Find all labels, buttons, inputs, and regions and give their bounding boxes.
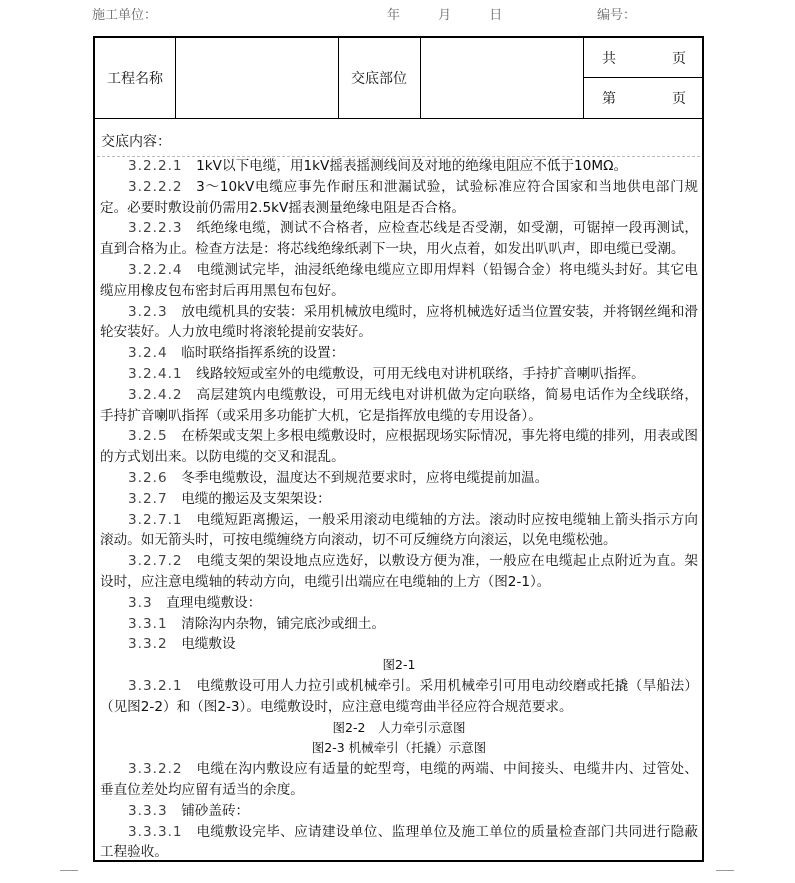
project-name-field[interactable] bbox=[176, 38, 338, 118]
clause-number: 3.2.7 bbox=[128, 490, 168, 507]
date-label: 年 月 日 bbox=[387, 8, 503, 23]
page-corner-mark bbox=[60, 870, 78, 881]
clause-number: 3.2.4.1 bbox=[128, 365, 183, 382]
paragraph bbox=[100, 634, 698, 655]
paragraph-text: 电缆短距离搬运，一般采用滚动电缆轴的方法。滚动时应按电缆轴上箭头指示方向滚动。如无箭头时，可按电缆缠绕方向滚动，切不可反缠绕方向滚运，以免电缆松弛。 bbox=[100, 511, 698, 549]
serial-number-label: 编号： bbox=[597, 8, 637, 23]
clause-number: 3.2.2.4 bbox=[128, 261, 183, 278]
paragraph-text: 铺砂盖砖： bbox=[181, 802, 250, 819]
total-pages: 共 页 bbox=[602, 51, 686, 67]
paragraph bbox=[100, 676, 698, 718]
paragraph-text: 图2-3 机械牵引（托撬）示意图 bbox=[311, 740, 487, 756]
paragraph-text: 清除沟内杂物，铺完底沙或细土。 bbox=[181, 615, 386, 632]
paragraph bbox=[100, 426, 698, 468]
disclosure-form bbox=[93, 36, 704, 862]
construction-unit-label: 施工单位： bbox=[92, 8, 158, 23]
paragraph bbox=[100, 260, 698, 302]
paragraph-text: 图2-2 人力牵引示意图 bbox=[332, 719, 466, 735]
paragraph bbox=[100, 551, 698, 593]
clause-number: 3.3.2.1 bbox=[128, 677, 183, 694]
clause-number: 3.2.2.1 bbox=[128, 158, 183, 174]
paragraph bbox=[100, 489, 698, 510]
paragraph-text: 3～10kV电缆应事先作耐压和泄漏试验，试验标准应符合国家和当地供电部门规定。必要时敷设前仍需用2.5kV摇表测量绝缘电阻是否合格。 bbox=[100, 178, 698, 216]
clause-number: 3.3.3 bbox=[128, 802, 168, 819]
paragraph-text: 电缆的搬运及支架架设： bbox=[181, 490, 331, 507]
clause-number: 3.2.7.1 bbox=[128, 511, 183, 528]
clause-number: 3.2.7.2 bbox=[128, 553, 183, 570]
paragraph-text: 临时联络指挥系统的设置： bbox=[181, 345, 345, 362]
content-body bbox=[100, 156, 698, 863]
paragraph bbox=[100, 822, 698, 864]
paragraph-text: 线路较短或室外的电缆敷设，可用无线电对讲机联络，手持扩音喇叭指挥。 bbox=[196, 365, 645, 382]
paragraph bbox=[100, 177, 698, 219]
clause-number: 3.2.2.3 bbox=[128, 220, 183, 237]
clause-number: 3.2.4 bbox=[128, 345, 168, 362]
paragraph bbox=[100, 510, 698, 552]
disclosure-part-field[interactable] bbox=[421, 38, 583, 118]
clause-number: 3.3 bbox=[128, 594, 153, 611]
paragraph-text: 图2-1 bbox=[382, 657, 416, 673]
paragraph bbox=[100, 343, 698, 364]
figure-caption bbox=[100, 655, 698, 676]
paragraph-text: 直理电缆敷设： bbox=[166, 594, 262, 611]
paragraph bbox=[100, 759, 698, 801]
figure-caption bbox=[100, 738, 698, 759]
page-number: 第 页 bbox=[602, 91, 686, 107]
clause-number: 3.2.4.2 bbox=[128, 386, 183, 403]
divider bbox=[95, 118, 704, 119]
project-name-label: 工程名称 bbox=[107, 71, 163, 87]
paragraph bbox=[100, 156, 698, 177]
paragraph-text: 电缆敷设完毕、应请建设单位、监理单位及施工单位的质量检查部门共同进行隐蔽工程验收。 bbox=[100, 823, 698, 861]
paragraph-text: 冬季电缆敷设，温度达不到规范要求时，应将电缆提前加温。 bbox=[181, 469, 549, 486]
figure-caption bbox=[100, 718, 698, 739]
paragraph bbox=[100, 801, 698, 822]
paragraph-text: 电缆支架的架设地点应选好，以敷设方便为准，一般应在电缆起止点附近为直。架设时，应注意电缆轴的转动方向，电缆引出端应在电缆轴的上方（图2-1）。 bbox=[100, 553, 698, 590]
clause-number: 3.2.5 bbox=[128, 428, 168, 445]
paragraph bbox=[100, 218, 698, 260]
paragraph-text: 在桥架或支架上多根电缆敷设时，应根据现场实际情况，事先将电缆的排列，用表或图的方式划出来。以防电缆的交叉和混乱。 bbox=[100, 428, 698, 466]
paragraph-text: 放电缆机具的安装：采用机械放电缆时，应将机械选好适当位置安装，并将钢丝绳和滑轮安装好。人力放电缆时将滚轮提前安装好。 bbox=[100, 303, 698, 341]
paragraph bbox=[100, 385, 698, 427]
paragraph bbox=[100, 364, 698, 385]
paragraph bbox=[100, 593, 698, 614]
clause-number: 3.3.1 bbox=[128, 615, 168, 632]
paragraph-text: 高层建筑内电缆敷设，可用无线电对讲机做为定向联络，简易电话作为全线联络，手持扩音喇叭指挥（或采用多功能扩大机，它是指挥放电缆的专用设备）。 bbox=[100, 386, 698, 424]
clause-number: 3.3.2.2 bbox=[128, 761, 183, 778]
paragraph-text: 电缆敷设可用人力拉引或机械牵引。采用机械牵引可用电动绞磨或托撬（旱船法）（见图2-2）和（图2-3）。电缆敷设时，应注意电缆弯曲半径应符合规范要求。 bbox=[100, 677, 698, 715]
clause-number: 3.3.3.1 bbox=[128, 823, 183, 840]
clause-number: 3.2.3 bbox=[128, 303, 168, 320]
disclosure-part-label: 交底部位 bbox=[351, 71, 407, 87]
clause-number: 3.3.2 bbox=[128, 636, 168, 653]
paragraph bbox=[100, 302, 698, 344]
content-label: 交底内容： bbox=[101, 134, 171, 150]
paragraph bbox=[100, 614, 698, 635]
paragraph-text: 电缆测试完毕，油浸纸绝缘电缆应立即用焊料（铅锡合金）将电缆头封好。其它电缆应用橡皮包布密封后再用黑包布包好。 bbox=[100, 261, 698, 299]
paragraph-text: 1kV以下电缆，用1kV摇表摇测线间及对地的绝缘电阻应不低于10MΩ。 bbox=[196, 158, 628, 174]
clause-number: 3.2.6 bbox=[128, 469, 168, 486]
paragraph-text: 电缆在沟内敷设应有适量的蛇型弯，电缆的两端、中间接头、电缆井内、过管处、垂直位差处均应留有适当的余度。 bbox=[100, 761, 698, 798]
clause-number: 3.2.2.2 bbox=[128, 178, 183, 195]
page-corner-mark bbox=[716, 870, 734, 881]
paragraph bbox=[100, 468, 698, 489]
paragraph-text: 纸绝缘电缆，测试不合格者，应检查芯线是否受潮，如受潮，可锯掉一段再测试，直到合格为止。检查方法是：将芯线绝缘纸剥下一块，用火点着，如发出叭叭声，即电缆已受潮。 bbox=[100, 220, 698, 258]
paragraph-text: 电缆敷设 bbox=[181, 636, 236, 653]
